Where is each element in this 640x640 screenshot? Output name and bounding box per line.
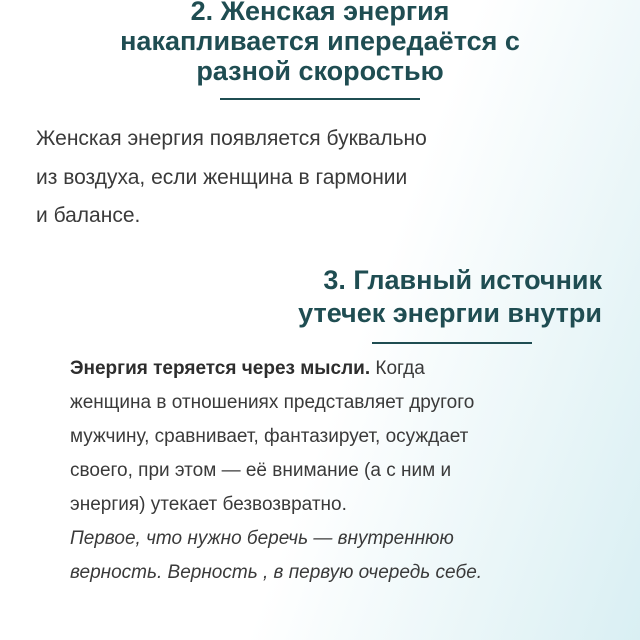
paragraph-line: из воздуха, если женщина в гармонии	[36, 165, 408, 189]
heading-line: 3. Главный источник	[323, 265, 602, 295]
heading-line: разной скоростью	[196, 56, 444, 86]
italic-line: Первое, что нужно беречь — внутреннюю	[70, 528, 454, 549]
paragraph-line	[70, 352, 610, 386]
bold-lead: Энергия теряется через мысли.	[70, 358, 371, 379]
paragraph-line: мужчину, сравнивает, фантазирует, осуждает	[70, 426, 469, 447]
paragraph-line: своего, при этом — её внимание (а с ним и	[70, 460, 452, 481]
paragraph-line: женщина в отношениях представляет другого	[70, 392, 475, 413]
section-2-paragraph	[36, 120, 596, 236]
section-2-heading	[0, 0, 640, 86]
section-3-heading	[298, 264, 602, 330]
section-3-paragraph	[70, 352, 610, 590]
section-2-divider	[220, 98, 420, 100]
section-3-divider	[372, 342, 532, 344]
paragraph-line: Женская энергия появляется буквально	[36, 127, 427, 150]
paragraph-text: Когда	[370, 358, 425, 379]
paragraph-line: и балансе.	[36, 204, 141, 227]
heading-line: утечек энергии внутри	[298, 298, 602, 328]
heading-line: накапливается ипередаётся с	[120, 26, 520, 56]
italic-line: верность. Верность , в первую очередь себе.	[70, 562, 483, 583]
paragraph-line: энергия) утекает безвозвратно.	[70, 494, 347, 515]
heading-line: 2. Женская энергия	[190, 0, 450, 26]
